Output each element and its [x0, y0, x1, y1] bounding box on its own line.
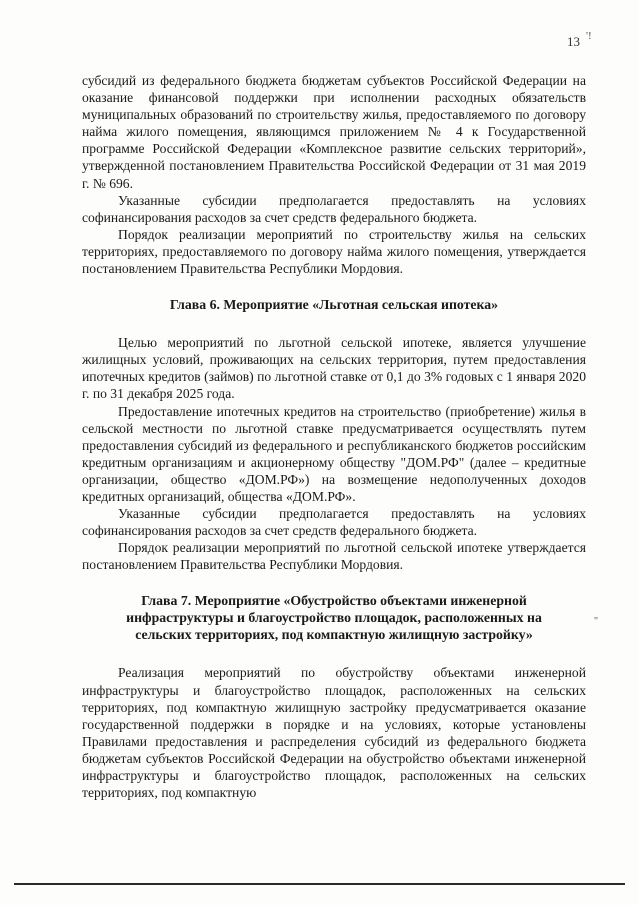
chapter-6-heading: Глава 6. Мероприятие «Льготная сельская ипотека» [169, 297, 499, 313]
page-corner-mark: '! [586, 30, 592, 42]
chapter-7-heading [82, 592, 586, 643]
page-number: 13 [567, 34, 580, 49]
margin-mark: " [594, 616, 599, 627]
paragraph: Порядок реализации мероприятий по строительству жилья на сельских территориях, предоставляемого по договору найма жилого помещения, утверждается постановлением Правительства Республики Мордовия. [82, 226, 586, 277]
chapter-7-heading-line-1: Глава 7. Мероприятие «Обустройство объектами инженерной [141, 593, 527, 609]
chapter-7-heading-line-3: сельских территориях, под компактную жилищную застройку» [135, 627, 533, 643]
paragraph: Порядок реализации мероприятий по льготной сельской ипотеке утверждается постановлением Правительства Республики Мордовия. [82, 540, 586, 573]
paragraph: Реализация мероприятий по обустройству объектами инженерной инфраструктуры и благоустройство площадок, расположенных на сельских территориях, под компактную жилищную застройку предусматривается оказание государственной поддержки в порядке и на условиях, которые установлены Правилами предоставления и распределения субсидий из федерального бюджета бюджетам субъектов Российской Федерации на обустройство объектами инженерной инфраструктуры и благоустройство площадок, расположенных на сельских территориях, под компактную [82, 665, 586, 801]
paragraph: субсидий из федерального бюджета бюджетам субъектов Российской Федерации на оказание финансовой поддержки при исполнении расходных обязательств муниципальных образований по строительству жилья, предоставляемого по договору найма жилого помещения, являющимся приложением № 4 к Государственной программе Российской Федерации «Комплексное развитие сельских территорий», утвержденной постановлением Правительства Российской Федерации от 31 мая 2019 г. № 696. [82, 73, 586, 191]
document-body [82, 72, 586, 801]
paragraph: Указанные субсидии предполагается предоставлять на условиях софинансирования расходов за счет средств федерального бюджета. [82, 506, 586, 539]
paragraph: Указанные субсидии предполагается предоставлять на условиях софинансирования расходов за счет средств федерального бюджета. [82, 192, 586, 225]
bottom-scan-rule [14, 883, 625, 885]
paragraph: Предоставление ипотечных кредитов на строительство (приобретение) жилья в сельской местности по льготной ставке предусматривается осуществлять путем предоставления субсидий из федерального и республиканского бюджетов российским кредитным организациям и акционерному обществу "ДОМ.РФ" (далее – кредитные организации, общество «ДОМ.РФ») на возмещение недополученных доходов кредитных организаций, общества «ДОМ.РФ». [82, 403, 586, 504]
paragraph: Целью мероприятий по льготной сельской ипотеке, является улучшение жилищных условий, проживающих на сельских территория, путем предоставления ипотечных кредитов (займов) по льготной ставке от 0,1 до 3% годовых с 1 января 2020 г. по 31 декабря 2025 года. [82, 335, 586, 402]
chapter-7-heading-line-2: инфраструктуры и благоустройство площадок, расположенных на [126, 610, 542, 626]
